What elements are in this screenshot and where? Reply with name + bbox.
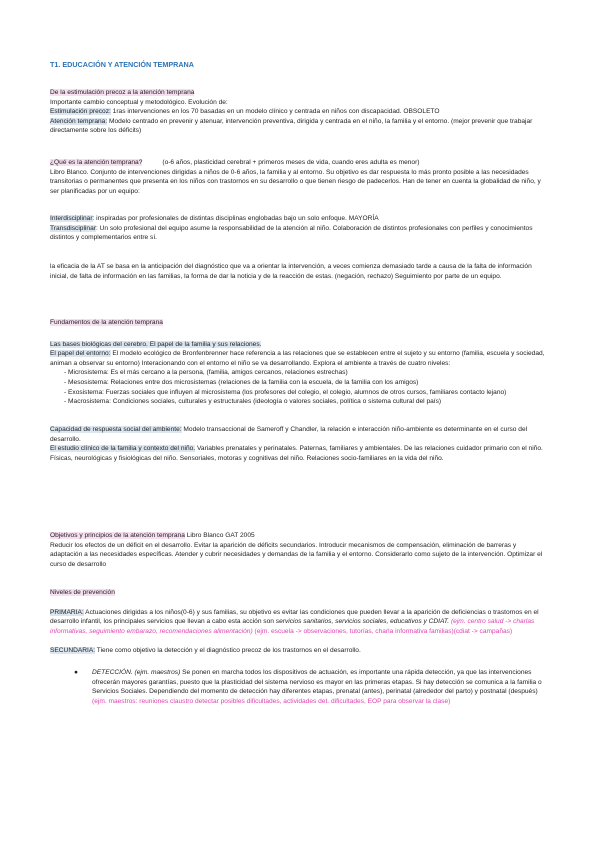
term-label: Transdisciplinar: [50, 224, 96, 232]
section-estimulacion: [50, 88, 550, 136]
term-label: Interdisciplinar: [50, 215, 93, 222]
primaria-paragraph: PRIMARIA: Actuaciones dirigidas a los niños(0-6) y sus familias, su objetivo es evitar las condiciones que pueden llevar a la aparición de deficiencias o trastornos en el desarrollo infantil, los principales servicios que llevan a cabo esta acción son servicios sanitarios, servicios sociales, educativos y CDIAT. (ejm. centro salud -> charlas informativas, seguimiento embarazo, recomendaciones alimentación) (ejm. escuela -> observaciones, tutorías, charla informativa familias)(cdiat -> campañas): [50, 608, 539, 635]
term-label: El estudio clínico de la familia y contexto del niño.: [50, 445, 196, 453]
section-que-es: [50, 158, 550, 196]
reference-text: Libro Blanco GAT 2005: [186, 532, 255, 539]
section-heading: Niveles de prevención: [50, 589, 115, 596]
section-capacidad: [50, 425, 550, 463]
term-label: Estimulación precoz:: [50, 108, 111, 116]
section-objetivos: [50, 531, 550, 569]
section-niveles: [50, 588, 550, 706]
entorno-paragraph: El papel del entorno: El modelo ecológico de Bronfenbrenner hace referencia a las relaciones que se establecen entre el sujeto y su entorno (familia, escuela y sociedad, animan a observar su entorno) Interacionando con el entorno el niño se va desarrollando. Explora el ambiente a través de cuatro niveles:: [50, 350, 545, 367]
eficacia-paragraph: la eficacia de la AT se basa en la anticipación del diagnóstico que va a orientar la intervención, a veces comienza demasiado tarde a causa de la falta de información inicial, de falta de información en las familias, la forma de dar la noticia y de la reacción de estas. (negación, rechazo) Seguimiento por parte de un equipo.: [50, 263, 532, 280]
document-title-block: [50, 60, 550, 70]
list-item: - Macrosistema: Condiciones sociales, culturales y estructurales (ideología o valores sociales, política o sistema cultural del país): [64, 398, 442, 406]
section-heading: De la estimulación precoz a la atención temprana: [50, 89, 195, 96]
question-heading: ¿Qué es la atención temprana?: [50, 159, 143, 166]
section-equipo: [50, 214, 550, 243]
section-fundamentos: [50, 318, 550, 407]
interdisciplinar-paragraph: Interdisciplinar: inspiradas por profesionales de distintas disciplinas englobadas bajo un solo enfoque. MAYORÍA: [50, 215, 379, 222]
intro-text: Importante cambio conceptual y metodológico. Evolución de:: [50, 98, 228, 106]
estimulacion-precoz-paragraph: Estimulación precoz: 1ras intervenciones en los 70 basadas en un modelo clínico y centrada en niños con discapacidad. OBSOLETO: [50, 108, 440, 116]
term-label: Capacidad de respuesta social del ambiente:: [50, 426, 182, 433]
list-item: ● DETECCIÓN. (ejm. maestros) Se ponen en marcha todos los dispositivos de actuación, es importante una rápida detección, ya que las intervenciones ofrecerán mayores garantías, puesto que la plasticidad del sistema nervioso es mayor en las primeras etapas. Si hay detección se comunica a la familia o Servicios Sociales. Dependiendo del momento de detección hay diferentes etapas, prenatal (antes), perinatal (alrededor del parto) y postnatal (después) (ejm. maestros: reuniones claustro detectar posibles dificultades, actividades det. dificultades, EOP para observar la clase): [74, 668, 542, 705]
term-label: DETECCIÓN. (ejm. maestros): [92, 668, 181, 676]
list-item: - Microsistema: Es el más cercano a la persona, (familia, amigos cercanos, relaciones estrechas): [64, 369, 348, 377]
section-eficacia: [50, 262, 550, 281]
term-label: PRIMARIA:: [50, 608, 84, 616]
objetivos-paragraph: Reducir los efectos de un déficit en el desarrollo. Evitar la aparición de déficits secundarios. Introducir mecanismos de compensación, eliminación de barreras y adaptación a las necesidades específicas. Atender y cubrir necesidades y demandas de la familia y el entorno. Considerarlo como sujeto de la intervención. Optimizar el curso de desarrollo: [50, 541, 543, 568]
detection-list: [50, 668, 550, 706]
list-item: - Mesosistema: Relaciones entre dos microsistemas (relaciones de la familia con la escuela, de la familia con los amigos): [64, 378, 419, 386]
estudio-paragraph: El estudio clínico de la familia y contexto del niño. Variables prenatales y perinatales. Paternas, familiares y ambientales. De las relaciones cuidador primario con el niño. Físicas, neurológicas y fisiológicas del niño. Sensoriales, motoras y cognitivas del niño. Relaciones socio-familiares en la vida del niño.: [50, 445, 543, 462]
definition-paragraph: Libro Blanco. Conjunto de intervenciones dirigidas a niños de 0-6 años, la familia y al entorno. Su objetivo es dar respuesta lo más pronto posible a las necesidades transitorias o permanentes que presenta en los niños con trastornos en su desarrollo o que tienen riesgo de padecerlos. Han de tener en cuenta la globalidad de niño, y ser planificadas por un equipo:: [50, 168, 541, 195]
bullet-icon: ●: [74, 668, 78, 676]
term-label: Atención temprana:: [50, 117, 108, 125]
section-heading: Objetivos y principios de la atención temprana: [50, 532, 185, 539]
levels-list: [50, 368, 550, 406]
question-note: (o-6 años, plasticidad cerebral + primeros meses de vida, cuando eres adulta es menor): [162, 159, 420, 166]
transdisciplinar-paragraph: Transdisciplinar: Un solo profesional del equipo asume la responsabilidad de la atención al niño. Colaboración de distintos profesionales con perfiles y conocimientos distintos y complementarios entre sí.: [50, 224, 533, 242]
atencion-temprana-paragraph: Atención temprana: Modelo centrado en prevenir y atenuar, intervención preventiva, dirigida y centrada en el niño, la familia y el entorno. (mejor prevenir que trabajar directamente sobre los déficits): [50, 117, 533, 135]
capacidad-paragraph: Capacidad de respuesta social del ambiente: Modelo transaccional de Sameroff y Chandler, la relación e interacción niño-ambiente es determinante en el curso del desarrollo.: [50, 426, 528, 443]
document-title: T1. EDUCACIÓN Y ATENCIÓN TEMPRANA: [50, 60, 194, 69]
secundaria-paragraph: SECUNDARIA: Tiene como objetivo la detección y el diagnóstico precoz de los trastornos en el desarrollo.: [50, 647, 361, 655]
section-heading: Fundamentos de la atención temprana: [50, 319, 163, 326]
term-label: SECUNDARIA:: [50, 647, 96, 655]
list-item: - Exosistema: Fuerzas sociales que influyen al microsistema (los profesores del colegio, el colegio, alumnos de otros cursos, familiares contacto lejano): [64, 388, 507, 396]
term-label: El papel del entorno:: [50, 350, 111, 358]
subsection-heading: Las bases biológicas del cerebro. El papel de la familia y sus relaciones.: [50, 340, 262, 348]
